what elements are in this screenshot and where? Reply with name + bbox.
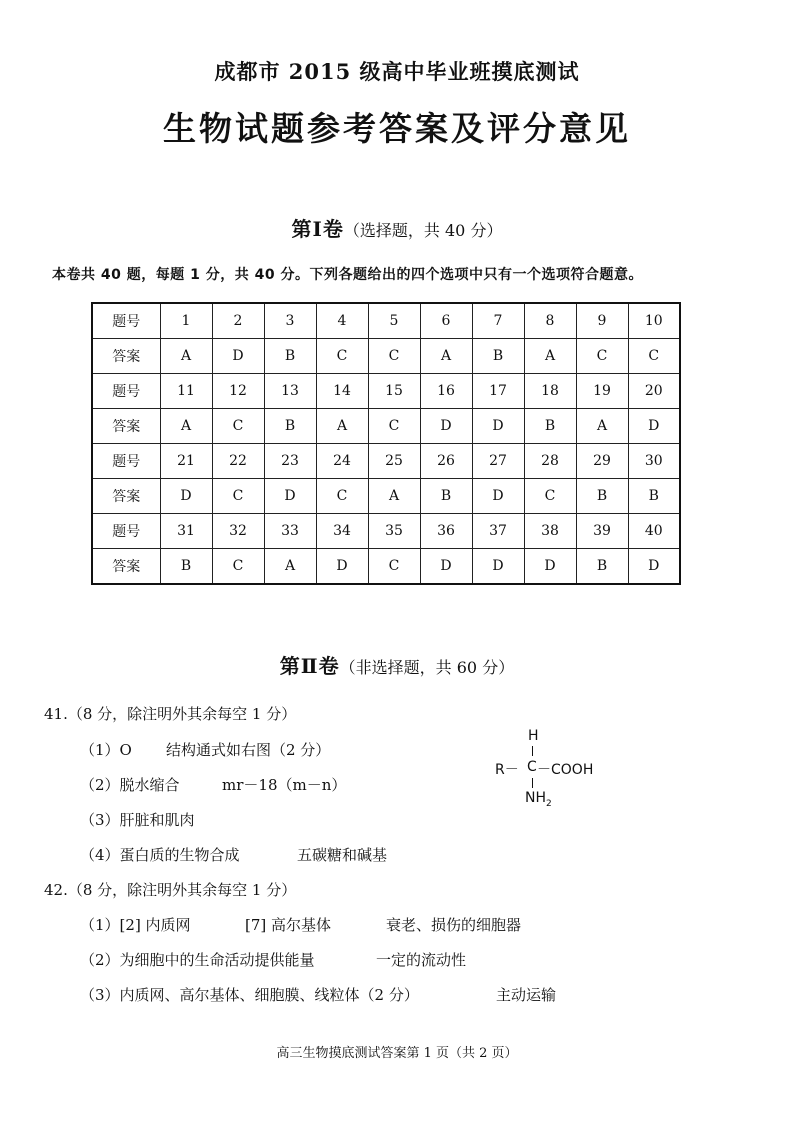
section-1-instruction: 本卷共 40 题，每题 1 分，共 40 分。下列各题给出的四个选项中只有一个选项符合题意。: [52, 267, 643, 283]
answer-row: [92, 479, 680, 514]
answer-cell: A: [160, 339, 212, 374]
question-number-cell: 6: [420, 303, 472, 339]
question-number-cell: 40: [628, 514, 680, 549]
q42-header: 42.（8 分，除注明外其余每空 1 分）: [44, 881, 297, 899]
section-2-subtitle: （非选择题，共 60 分）: [339, 658, 515, 677]
question-number-cell: 24: [316, 444, 368, 479]
q41-answer-2b: mr－18（m－n）: [222, 776, 347, 794]
question-number-cell: 14: [316, 374, 368, 409]
answer-cell: A: [316, 409, 368, 444]
question-number-cell: 12: [212, 374, 264, 409]
q42-answer-3b: 主动运输: [496, 986, 557, 1004]
question-number-row: [92, 514, 680, 549]
answer-cell: C: [212, 549, 264, 585]
formula-r: R－: [495, 762, 519, 778]
q42-answer-2b: 一定的流动性: [376, 951, 467, 969]
question-number-cell: 13: [264, 374, 316, 409]
answer-cell: B: [628, 479, 680, 514]
section-1-subtitle: （选择题，共 40 分）: [343, 221, 503, 240]
answer-row: [92, 339, 680, 374]
question-number-cell: 25: [368, 444, 420, 479]
row-label: 答案: [92, 549, 160, 585]
page-title: 生物试题参考答案及评分意见: [163, 109, 631, 148]
answer-cell: B: [472, 339, 524, 374]
answer-cell: C: [576, 339, 628, 374]
question-number-cell: 35: [368, 514, 420, 549]
row-label: 题号: [92, 303, 160, 339]
q42-answer-2a: （2）为细胞中的生命活动提供能量: [80, 951, 315, 969]
question-number-cell: 33: [264, 514, 316, 549]
question-number-cell: 31: [160, 514, 212, 549]
answer-cell: B: [524, 409, 576, 444]
answer-row: [92, 549, 680, 585]
q42-answer-1b: [7] 高尔基体: [245, 916, 332, 934]
answer-table: [91, 302, 681, 585]
question-number-cell: 4: [316, 303, 368, 339]
question-number-cell: 19: [576, 374, 628, 409]
formula-c: C: [527, 759, 537, 775]
formula-bond-bottom: [532, 778, 533, 788]
page-footer: 高三生物摸底测试答案第 1 页（共 2 页）: [276, 1046, 518, 1061]
question-number-cell: 36: [420, 514, 472, 549]
answer-cell: A: [420, 339, 472, 374]
answer-cell: A: [524, 339, 576, 374]
row-label: 题号: [92, 444, 160, 479]
row-label: 答案: [92, 409, 160, 444]
question-number-cell: 27: [472, 444, 524, 479]
question-number-cell: 26: [420, 444, 472, 479]
answer-cell: B: [576, 549, 628, 585]
answer-cell: D: [420, 549, 472, 585]
answer-cell: D: [472, 549, 524, 585]
question-number-cell: 29: [576, 444, 628, 479]
answer-cell: D: [628, 409, 680, 444]
answer-cell: D: [212, 339, 264, 374]
question-number-cell: 34: [316, 514, 368, 549]
question-number-cell: 22: [212, 444, 264, 479]
answer-cell: D: [524, 549, 576, 585]
question-number-cell: 20: [628, 374, 680, 409]
q42-answer-1c: 衰老、损伤的细胞器: [386, 916, 522, 934]
section-2-title: 第Ⅱ卷: [279, 654, 340, 678]
q42-answer-1a: （1）[2] 内质网: [80, 916, 191, 934]
row-label: 题号: [92, 374, 160, 409]
answer-cell: C: [368, 549, 420, 585]
q41-header: 41.（8 分，除注明外其余每空 1 分）: [44, 705, 297, 723]
formula-bond-top: [532, 746, 533, 756]
question-number-cell: 39: [576, 514, 628, 549]
answer-cell: D: [264, 479, 316, 514]
question-number-cell: 11: [160, 374, 212, 409]
answer-cell: C: [212, 409, 264, 444]
question-number-row: [92, 444, 680, 479]
q41-answer-1a: （1）O: [80, 741, 132, 759]
formula-cooh: －COOH: [537, 762, 594, 778]
formula-nh2: $NH_2$: [525, 790, 552, 809]
answer-cell: D: [420, 409, 472, 444]
section-1-title: 第Ⅰ卷: [291, 217, 344, 241]
question-number-cell: 23: [264, 444, 316, 479]
answer-cell: B: [576, 479, 628, 514]
formula-h: H: [528, 728, 539, 744]
answer-row: [92, 409, 680, 444]
question-number-cell: 17: [472, 374, 524, 409]
answer-cell: C: [524, 479, 576, 514]
question-number-cell: 15: [368, 374, 420, 409]
amino-acid-structure-diagram: [495, 728, 615, 808]
q41-answer-4a: （4）蛋白质的生物合成: [80, 846, 240, 864]
q41-answer-2a: （2）脱水缩合: [80, 776, 180, 794]
question-number-cell: 10: [628, 303, 680, 339]
question-number-cell: 37: [472, 514, 524, 549]
question-number-cell: 16: [420, 374, 472, 409]
question-number-cell: 8: [524, 303, 576, 339]
answer-cell: A: [264, 549, 316, 585]
question-number-cell: 9: [576, 303, 628, 339]
answer-cell: D: [472, 409, 524, 444]
answer-cell: D: [628, 549, 680, 585]
question-number-cell: 5: [368, 303, 420, 339]
exam-subtitle: 成都市 2015 级高中毕业班摸底测试: [214, 59, 580, 84]
answer-cell: D: [160, 479, 212, 514]
answer-cell: C: [316, 479, 368, 514]
answer-cell: C: [368, 339, 420, 374]
question-number-cell: 3: [264, 303, 316, 339]
q41-answer-1b: 结构通式如右图（2 分）: [166, 741, 331, 759]
section-1-heading: [0, 213, 794, 242]
question-number-row: [92, 374, 680, 409]
question-number-cell: 28: [524, 444, 576, 479]
answer-cell: C: [316, 339, 368, 374]
row-label: 答案: [92, 339, 160, 374]
row-label: 题号: [92, 514, 160, 549]
answer-cell: A: [576, 409, 628, 444]
answer-cell: C: [212, 479, 264, 514]
q41-answer-4b: 五碳糖和碱基: [297, 846, 388, 864]
question-number-cell: 18: [524, 374, 576, 409]
answer-cell: A: [368, 479, 420, 514]
answer-cell: C: [628, 339, 680, 374]
section-2-heading: [0, 650, 794, 679]
answer-cell: B: [160, 549, 212, 585]
question-number-cell: 30: [628, 444, 680, 479]
question-number-cell: 38: [524, 514, 576, 549]
answer-cell: C: [368, 409, 420, 444]
answer-cell: B: [264, 409, 316, 444]
answer-cell: A: [160, 409, 212, 444]
question-number-cell: 1: [160, 303, 212, 339]
question-number-cell: 21: [160, 444, 212, 479]
question-number-cell: 2: [212, 303, 264, 339]
question-number-cell: 7: [472, 303, 524, 339]
q42-answer-3a: （3）内质网、高尔基体、细胞膜、线粒体（2 分）: [80, 986, 419, 1004]
question-number-row: [92, 303, 680, 339]
answer-cell: B: [264, 339, 316, 374]
q41-answer-3: （3）肝脏和肌肉: [80, 811, 195, 829]
answer-cell: D: [472, 479, 524, 514]
question-number-cell: 32: [212, 514, 264, 549]
row-label: 答案: [92, 479, 160, 514]
answer-cell: D: [316, 549, 368, 585]
answer-cell: B: [420, 479, 472, 514]
